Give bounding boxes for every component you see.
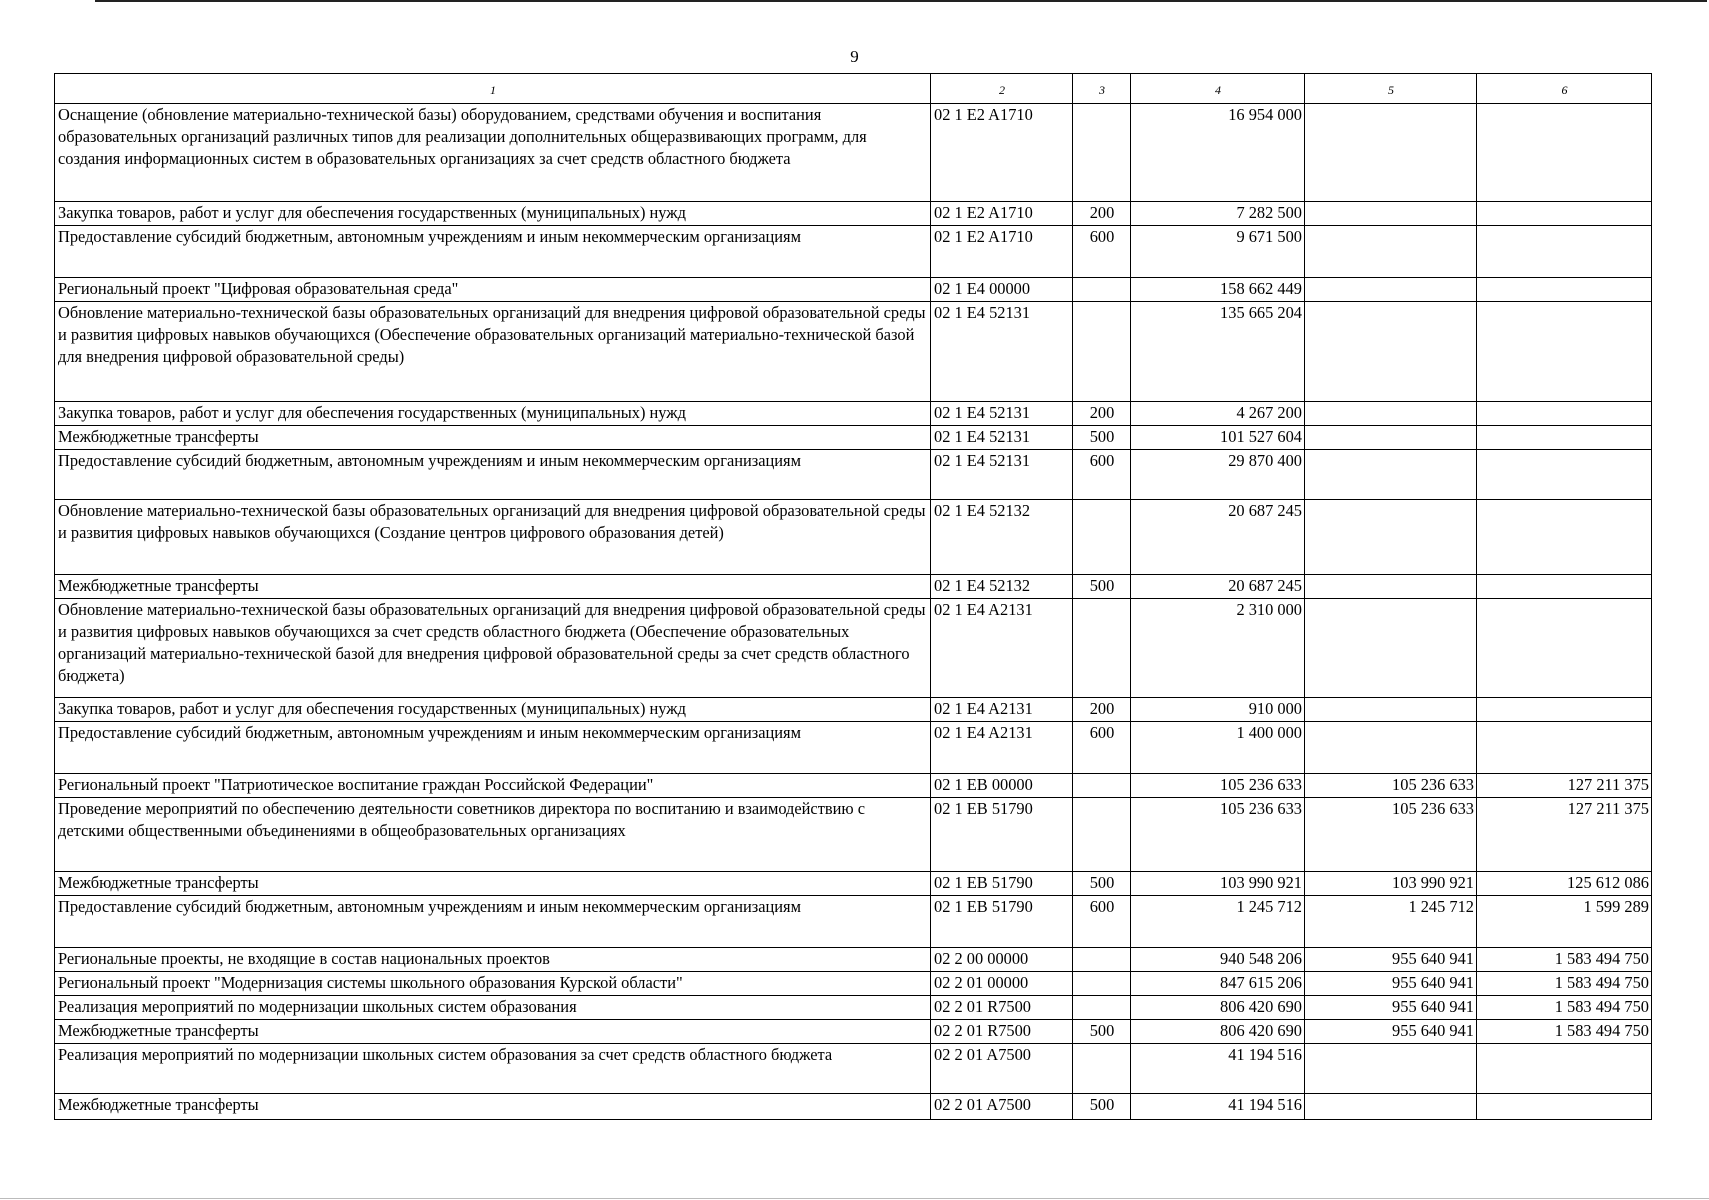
row-code: 02 1 E2 A1710 [931, 202, 1073, 226]
row-amount-6 [1477, 202, 1652, 226]
row-amount-6: 127 211 375 [1477, 798, 1652, 872]
row-expense-type: 500 [1073, 1094, 1131, 1120]
row-expense-type [1073, 104, 1131, 202]
row-amount-5: 1 245 712 [1305, 896, 1477, 948]
table-row [55, 202, 1652, 226]
row-code: 02 1 E4 52132 [931, 575, 1073, 599]
column-header-1: 1 [55, 74, 931, 104]
row-code: 02 1 E2 A1710 [931, 104, 1073, 202]
row-name: Межбюджетные трансферты [55, 575, 931, 599]
row-expense-type: 500 [1073, 575, 1131, 599]
row-expense-type [1073, 972, 1131, 996]
row-amount-4: 7 282 500 [1131, 202, 1305, 226]
row-code: 02 2 01 R7500 [931, 1020, 1073, 1044]
row-amount-5: 105 236 633 [1305, 774, 1477, 798]
column-header-3: 3 [1073, 74, 1131, 104]
row-code: 02 1 E4 A2131 [931, 599, 1073, 698]
table-row [55, 226, 1652, 278]
row-amount-4: 9 671 500 [1131, 226, 1305, 278]
row-code: 02 1 E4 A2131 [931, 722, 1073, 774]
row-name: Предоставление субсидий бюджетным, автономным учреждениям и иным некоммерческим организациям [55, 450, 931, 500]
row-code: 02 2 01 00000 [931, 972, 1073, 996]
table-row [55, 450, 1652, 500]
row-code: 02 1 E2 A1710 [931, 226, 1073, 278]
row-amount-6 [1477, 426, 1652, 450]
row-amount-6 [1477, 1044, 1652, 1094]
row-amount-5 [1305, 226, 1477, 278]
table-row [55, 948, 1652, 972]
row-expense-type [1073, 1044, 1131, 1094]
row-amount-5: 105 236 633 [1305, 798, 1477, 872]
row-amount-5 [1305, 402, 1477, 426]
row-amount-5 [1305, 500, 1477, 575]
table-row [55, 798, 1652, 872]
table-row [55, 426, 1652, 450]
row-expense-type: 500 [1073, 1020, 1131, 1044]
page-number: 9 [850, 47, 859, 66]
row-name: Региональный проект "Цифровая образовательная среда" [55, 278, 931, 302]
row-amount-6 [1477, 722, 1652, 774]
row-amount-4: 158 662 449 [1131, 278, 1305, 302]
row-amount-4: 806 420 690 [1131, 996, 1305, 1020]
row-amount-5: 955 640 941 [1305, 948, 1477, 972]
table-row [55, 302, 1652, 402]
row-expense-type [1073, 302, 1131, 402]
row-expense-type [1073, 599, 1131, 698]
table-row [55, 1094, 1652, 1120]
row-name: Предоставление субсидий бюджетным, автономным учреждениям и иным некоммерческим организациям [55, 896, 931, 948]
table-row [55, 896, 1652, 948]
row-amount-6 [1477, 226, 1652, 278]
table-row [55, 599, 1652, 698]
row-name: Межбюджетные трансферты [55, 872, 931, 896]
row-amount-6 [1477, 104, 1652, 202]
row-code: 02 1 EB 51790 [931, 896, 1073, 948]
row-amount-5 [1305, 1094, 1477, 1120]
row-amount-4: 105 236 633 [1131, 798, 1305, 872]
row-amount-6 [1477, 402, 1652, 426]
row-expense-type [1073, 798, 1131, 872]
column-header-5: 5 [1305, 74, 1477, 104]
row-name: Реализация мероприятий по модернизации школьных систем образования [55, 996, 931, 1020]
table-row [55, 698, 1652, 722]
bottom-scan-edge [0, 1198, 1709, 1199]
table-row [55, 972, 1652, 996]
row-name: Предоставление субсидий бюджетным, автономным учреждениям и иным некоммерческим организациям [55, 722, 931, 774]
row-expense-type: 500 [1073, 872, 1131, 896]
row-amount-5: 955 640 941 [1305, 1020, 1477, 1044]
row-amount-6 [1477, 500, 1652, 575]
row-expense-type: 600 [1073, 226, 1131, 278]
row-amount-6 [1477, 575, 1652, 599]
row-code: 02 1 E4 00000 [931, 278, 1073, 302]
row-code: 02 1 E4 52131 [931, 450, 1073, 500]
row-amount-6 [1477, 1094, 1652, 1120]
table-row [55, 575, 1652, 599]
row-name: Межбюджетные трансферты [55, 1094, 931, 1120]
row-amount-5 [1305, 575, 1477, 599]
row-code: 02 1 EB 51790 [931, 872, 1073, 896]
row-amount-4: 1 245 712 [1131, 896, 1305, 948]
table-row [55, 722, 1652, 774]
row-amount-4: 29 870 400 [1131, 450, 1305, 500]
row-name: Закупка товаров, работ и услуг для обеспечения государственных (муниципальных) нужд [55, 202, 931, 226]
row-name: Проведение мероприятий по обеспечению деятельности советников директора по воспитанию и взаимодействию с детскими общественными объединениями в общеобразовательных организациях [55, 798, 931, 872]
row-amount-4: 20 687 245 [1131, 500, 1305, 575]
row-amount-4: 16 954 000 [1131, 104, 1305, 202]
row-name: Региональный проект "Патриотическое воспитание граждан Российской Федерации" [55, 774, 931, 798]
row-expense-type [1073, 948, 1131, 972]
row-expense-type: 600 [1073, 450, 1131, 500]
row-name: Закупка товаров, работ и услуг для обеспечения государственных (муниципальных) нужд [55, 698, 931, 722]
row-code: 02 1 E4 52131 [931, 402, 1073, 426]
row-expense-type: 200 [1073, 202, 1131, 226]
table-row [55, 1020, 1652, 1044]
row-amount-5 [1305, 426, 1477, 450]
column-header-2: 2 [931, 74, 1073, 104]
row-name: Реализация мероприятий по модернизации школьных систем образования за счет средств областного бюджета [55, 1044, 931, 1094]
row-code: 02 1 EB 51790 [931, 798, 1073, 872]
table-header-row [55, 74, 1652, 104]
row-code: 02 2 01 A7500 [931, 1094, 1073, 1120]
top-scan-edge [95, 0, 1707, 2]
table-row [55, 402, 1652, 426]
row-amount-6 [1477, 302, 1652, 402]
row-name: Обновление материально-технической базы образовательных организаций для внедрения цифровой образовательной среды и развития цифровых навыков обучающихся за счет средств областного бюджета (Обеспечение образовательных организаций материально-технической базой для внедрения цифровой образовательной среды за счет средств областного бюджета) [55, 599, 931, 698]
column-header-4: 4 [1131, 74, 1305, 104]
row-amount-6 [1477, 698, 1652, 722]
row-amount-5 [1305, 698, 1477, 722]
row-name: Обновление материально-технической базы образовательных организаций для внедрения цифровой образовательной среды и развития цифровых навыков обучающихся (Создание центров цифрового образования детей) [55, 500, 931, 575]
row-amount-5 [1305, 278, 1477, 302]
row-amount-4: 41 194 516 [1131, 1044, 1305, 1094]
row-expense-type [1073, 500, 1131, 575]
row-amount-5 [1305, 302, 1477, 402]
row-amount-4: 847 615 206 [1131, 972, 1305, 996]
row-code: 02 1 E4 52132 [931, 500, 1073, 575]
row-amount-5: 103 990 921 [1305, 872, 1477, 896]
budget-table [54, 73, 1652, 1120]
row-expense-type [1073, 774, 1131, 798]
row-amount-5 [1305, 202, 1477, 226]
row-amount-6: 1 583 494 750 [1477, 972, 1652, 996]
row-amount-5 [1305, 450, 1477, 500]
row-expense-type: 600 [1073, 722, 1131, 774]
row-amount-5 [1305, 599, 1477, 698]
row-amount-6: 1 583 494 750 [1477, 948, 1652, 972]
row-amount-6: 1 583 494 750 [1477, 996, 1652, 1020]
row-amount-4: 4 267 200 [1131, 402, 1305, 426]
row-code: 02 2 01 R7500 [931, 996, 1073, 1020]
row-amount-5 [1305, 722, 1477, 774]
row-amount-4: 910 000 [1131, 698, 1305, 722]
row-name: Межбюджетные трансферты [55, 1020, 931, 1044]
row-amount-5 [1305, 104, 1477, 202]
table-row [55, 1044, 1652, 1094]
row-amount-4: 103 990 921 [1131, 872, 1305, 896]
row-code: 02 2 00 00000 [931, 948, 1073, 972]
row-amount-6 [1477, 599, 1652, 698]
row-code: 02 2 01 A7500 [931, 1044, 1073, 1094]
row-amount-4: 2 310 000 [1131, 599, 1305, 698]
row-name: Закупка товаров, работ и услуг для обеспечения государственных (муниципальных) нужд [55, 402, 931, 426]
row-expense-type [1073, 278, 1131, 302]
row-expense-type [1073, 996, 1131, 1020]
row-name: Региональные проекты, не входящие в состав национальных проектов [55, 948, 931, 972]
column-header-6: 6 [1477, 74, 1652, 104]
table-row [55, 278, 1652, 302]
row-name: Предоставление субсидий бюджетным, автономным учреждениям и иным некоммерческим организациям [55, 226, 931, 278]
row-amount-6 [1477, 450, 1652, 500]
table-row [55, 500, 1652, 575]
row-amount-5: 955 640 941 [1305, 972, 1477, 996]
table-row [55, 774, 1652, 798]
row-amount-5: 955 640 941 [1305, 996, 1477, 1020]
row-amount-6: 125 612 086 [1477, 872, 1652, 896]
row-amount-4: 135 665 204 [1131, 302, 1305, 402]
row-expense-type: 200 [1073, 698, 1131, 722]
row-code: 02 1 E4 52131 [931, 426, 1073, 450]
row-amount-6 [1477, 278, 1652, 302]
row-name: Оснащение (обновление материально-технической базы) оборудованием, средствами обучения и воспитания образовательных организаций различных типов для реализации дополнительных общеразвивающих программ, для создания информационных систем в образовательных организациях за счет средств областного бюджета [55, 104, 931, 202]
row-expense-type: 500 [1073, 426, 1131, 450]
row-code: 02 1 EB 00000 [931, 774, 1073, 798]
row-amount-4: 101 527 604 [1131, 426, 1305, 450]
row-expense-type: 200 [1073, 402, 1131, 426]
table-row [55, 996, 1652, 1020]
table-row [55, 872, 1652, 896]
row-name: Межбюджетные трансферты [55, 426, 931, 450]
row-code: 02 1 E4 A2131 [931, 698, 1073, 722]
row-amount-4: 806 420 690 [1131, 1020, 1305, 1044]
row-expense-type: 600 [1073, 896, 1131, 948]
row-amount-4: 1 400 000 [1131, 722, 1305, 774]
row-amount-4: 20 687 245 [1131, 575, 1305, 599]
table-row [55, 104, 1652, 202]
row-name: Обновление материально-технической базы образовательных организаций для внедрения цифровой образовательной среды и развития цифровых навыков обучающихся (Обеспечение образовательных организаций материально-технической базой для внедрения цифровой образовательной среды) [55, 302, 931, 402]
row-amount-5 [1305, 1044, 1477, 1094]
row-name: Региональный проект "Модернизация системы школьного образования Курской области" [55, 972, 931, 996]
row-amount-6: 127 211 375 [1477, 774, 1652, 798]
row-amount-4: 41 194 516 [1131, 1094, 1305, 1120]
row-amount-4: 105 236 633 [1131, 774, 1305, 798]
row-code: 02 1 E4 52131 [931, 302, 1073, 402]
row-amount-4: 940 548 206 [1131, 948, 1305, 972]
row-amount-6: 1 583 494 750 [1477, 1020, 1652, 1044]
row-amount-6: 1 599 289 [1477, 896, 1652, 948]
